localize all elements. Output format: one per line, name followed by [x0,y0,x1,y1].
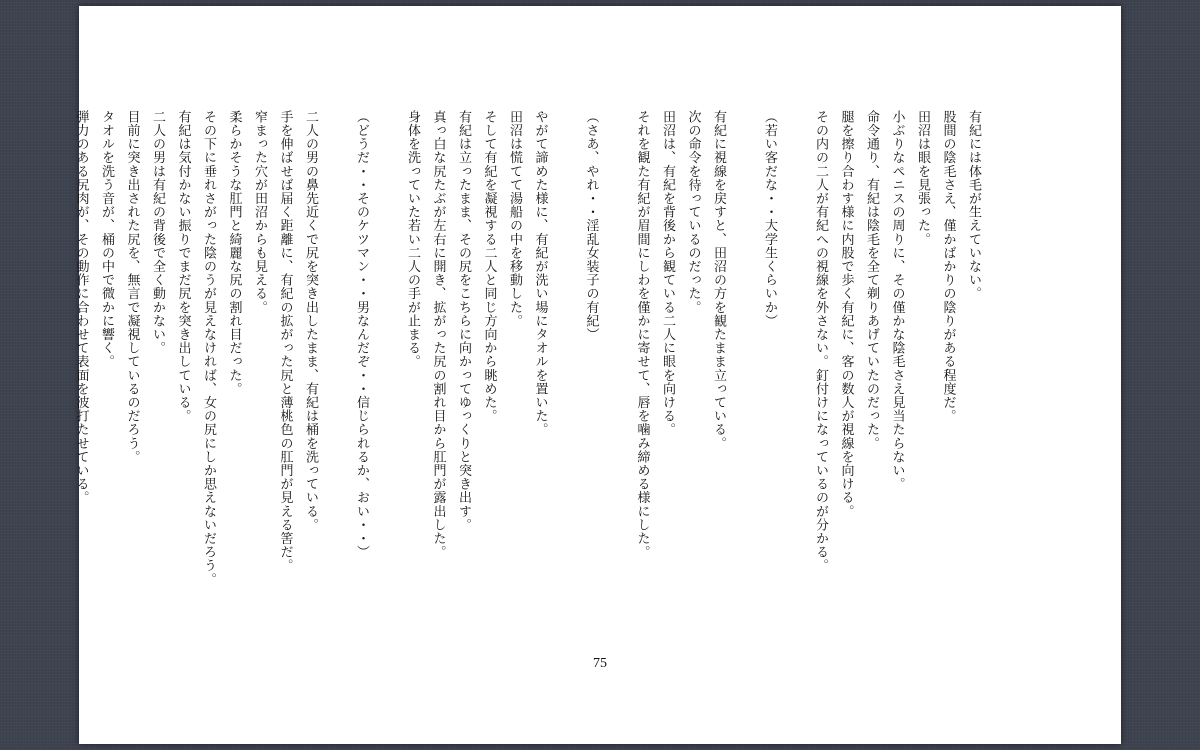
text-line: 柔らかそうな肛門と綺麗な尻の割れ目だった。 [226,110,242,396]
text-line: それを観た有紀が眉間にしわを僅かに寄せて、唇を噛み締める様にした。 [634,110,650,559]
text-line: 股間の陰毛さえ、僅かばかりの陰りがある程度だ。 [940,110,956,423]
text-line: 真っ白な尻たぶが左右に開き、拡がった尻の割れ目から肛門が露出した。 [430,110,446,559]
page-number: 75 [593,656,607,671]
text-line: やがて諦めた様に、有紀が洗い場にタオルを置いた。 [532,110,548,437]
text-line: 有紀に視線を戻すと、田沼の方を観たまま立っている。 [711,110,726,450]
text-line: 有紀は気付かない振りでまだ尻を突き出している。 [175,110,191,423]
text-line: （さあ、やれ・・淫乱女装子の有紀） [583,110,599,342]
text-line: タオルを洗う音が、桶の中で微かに響く。 [99,110,114,369]
text-line: 田沼は、有紀を背後から観ている二人に眼を向ける。 [660,110,675,437]
text-line: そして有紀を凝視する二人と同じ方向から眺めた。 [481,110,497,423]
text-line: 田沼は慌てて湯船の中を移動した。 [507,110,522,328]
vertical-text-body [68,110,986,586]
text-line: （どうだ・・そのケツマン・・男なんだぞ・・信じられるか、おい・・） [354,110,369,559]
text-line: 腿を擦り合わす様に内股で歩く有紀に、客の数人が視線を向ける。 [838,110,854,518]
text-line: 二人の男の鼻先近くで尻を突き出したまま、有紀は桶を洗っている。 [303,110,318,532]
text-line: 二人の男は有紀の背後で全く動かない。 [150,110,165,355]
text-line: 次の命令を待っているのだった。 [685,110,701,314]
text-line: 命令通り、有紀は陰毛を全て剃りあげていたのだった。 [864,110,879,450]
text-line: 手を伸ばせば届く距離に、有紀の拡がった尻と薄桃色の肛門が見える筈だ。 [277,110,293,573]
text-line: 有紀は立ったまま、その尻をこちらに向かってゆっくりと突き出す。 [456,110,471,532]
text-line: 窄まった穴が田沼からも見える。 [252,110,267,314]
text-line: その内の二人が有紀への視線を外さない。釘付けになっているのが分かる。 [813,110,828,573]
text-line: 小ぶりなペニスの周りに、その僅かな陰毛さえ見当たらない。 [889,110,905,491]
document-page [73,6,1121,744]
text-line: 田沼は眼を見張った。 [915,110,930,246]
text-line: その下に垂れさがった陰のうが見えなければ、女の尻にしか思えないだろう。 [201,110,216,586]
text-line: 弾力のある尻肉が、その動作に合わせて表面を波打たせている。 [73,110,89,505]
text-line: 目前に突き出された尻を、無言で凝視しているのだろう。 [124,110,140,464]
text-line: 有紀には体毛が生えていない。 [966,110,981,301]
text-line: （若い客だな・・大学生くらいか） [762,110,777,328]
text-line: 身体を洗っていた若い二人の手が止まる。 [405,110,420,369]
